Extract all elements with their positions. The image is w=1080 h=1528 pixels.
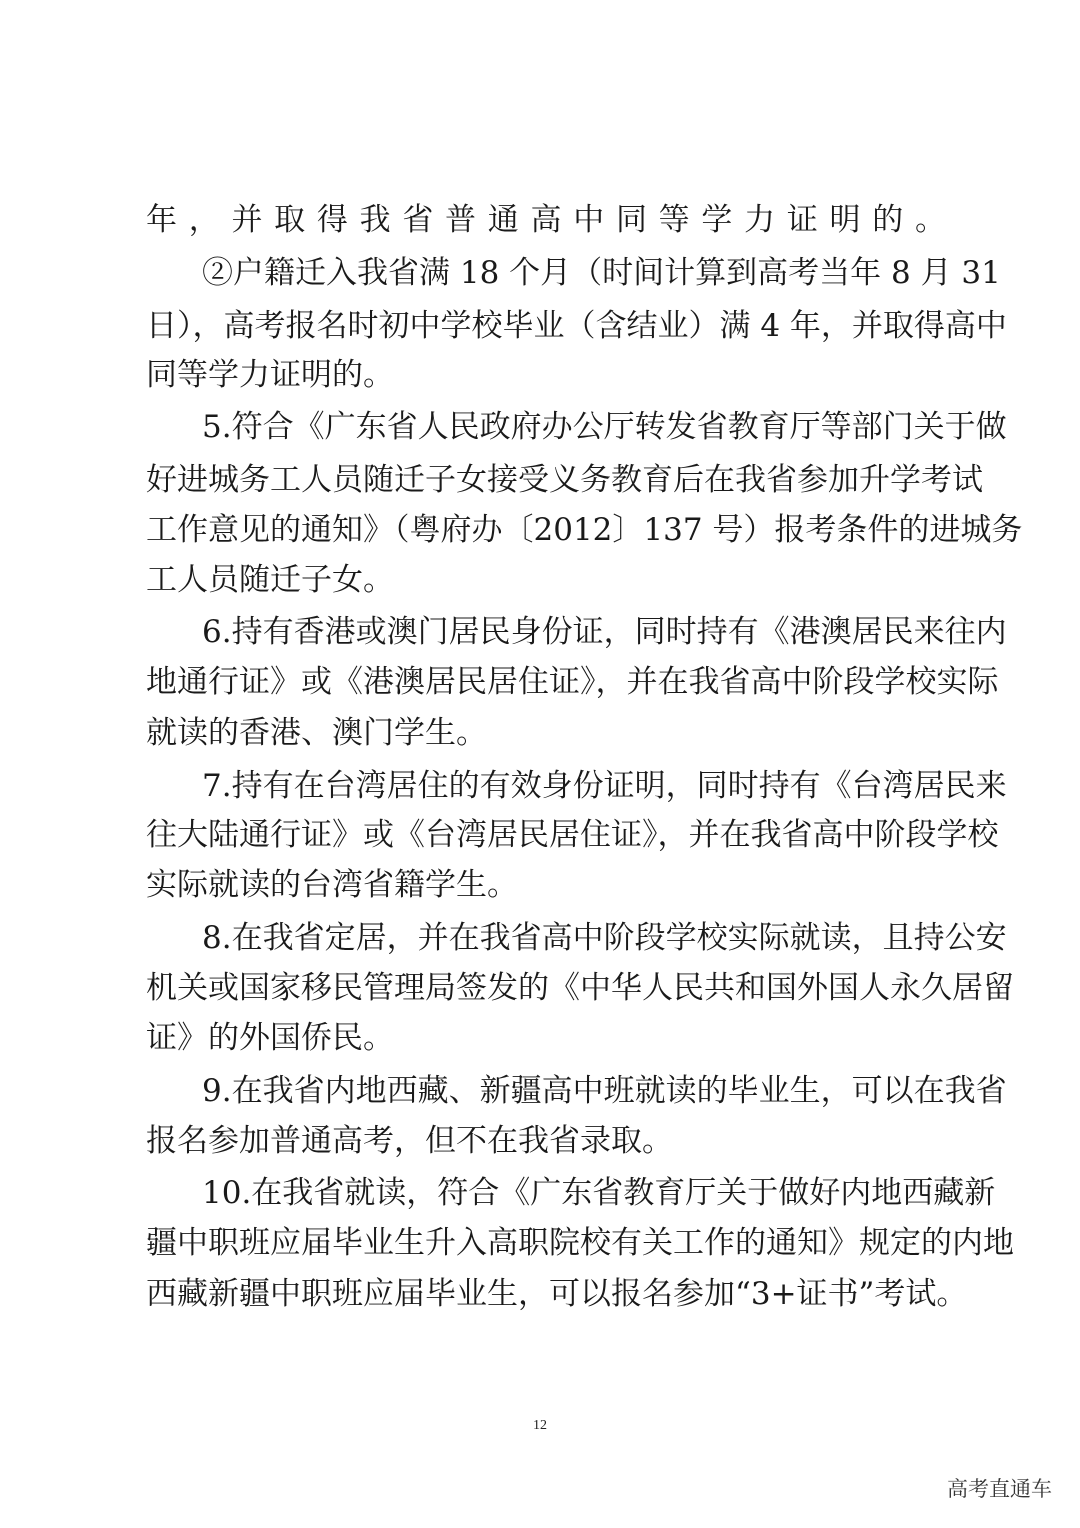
text-line: 日），高考报名时初中学校毕业（含结业）满 4 年，并取得高中 bbox=[146, 308, 1007, 344]
text-line: 9.在我省内地西藏、新疆高中班就读的毕业生，可以在我省 bbox=[202, 1073, 1007, 1109]
page-number: 12 bbox=[533, 1418, 547, 1433]
text-line: 就读的香港、澳门学生。 bbox=[146, 715, 487, 751]
text-line: 机关或国家移民管理局签发的《中华人民共和国外国人永久居留 bbox=[146, 970, 1014, 1006]
text-line: ②户籍迁入我省满 18 个月（时间计算到高考当年 8 月 31 bbox=[202, 255, 1001, 291]
text-line: 5.符合《广东省人民政府办公厅转发省教育厅等部门关于做 bbox=[202, 409, 1007, 445]
text-line: 西藏新疆中职班应届毕业生，可以报名参加“3+证书”考试。 bbox=[146, 1276, 968, 1312]
text-line: 证》的外国侨民。 bbox=[146, 1020, 394, 1056]
source-watermark: 高考直通车 bbox=[947, 1477, 1052, 1501]
text-line: 年，并取得我省普通高中同等学力证明的。 bbox=[146, 202, 946, 238]
text-line: 往大陆通行证》或《台湾居民居住证》，并在我省高中阶段学校 bbox=[146, 817, 999, 853]
text-line: 地通行证》或《港澳居民居住证》，并在我省高中阶段学校实际 bbox=[146, 664, 999, 700]
text-line: 工人员随迁子女。 bbox=[146, 562, 394, 598]
text-line: 8.在我省定居，并在我省高中阶段学校实际就读，且持公安 bbox=[202, 920, 1007, 956]
text-line: 好进城务工人员随迁子女接受义务教育后在我省参加升学考试 bbox=[146, 462, 983, 498]
text-line: 7.持有在台湾居住的有效身份证明，同时持有《台湾居民来 bbox=[202, 768, 1007, 804]
text-line: 同等学力证明的。 bbox=[146, 357, 394, 393]
text-line: 实际就读的台湾省籍学生。 bbox=[146, 867, 518, 903]
text-line: 工作意见的通知》（粤府办〔2012〕137 号）报考条件的进城务 bbox=[146, 512, 1023, 548]
text-line: 报名参加普通高考，但不在我省录取。 bbox=[146, 1123, 673, 1159]
text-line: 6.持有香港或澳门居民身份证，同时持有《港澳居民来往内 bbox=[202, 614, 1007, 650]
text-line: 疆中职班应届毕业生升入高职院校有关工作的通知》规定的内地 bbox=[146, 1225, 1014, 1261]
text-line: 10.在我省就读，符合《广东省教育厅关于做好内地西藏新 bbox=[202, 1175, 996, 1211]
